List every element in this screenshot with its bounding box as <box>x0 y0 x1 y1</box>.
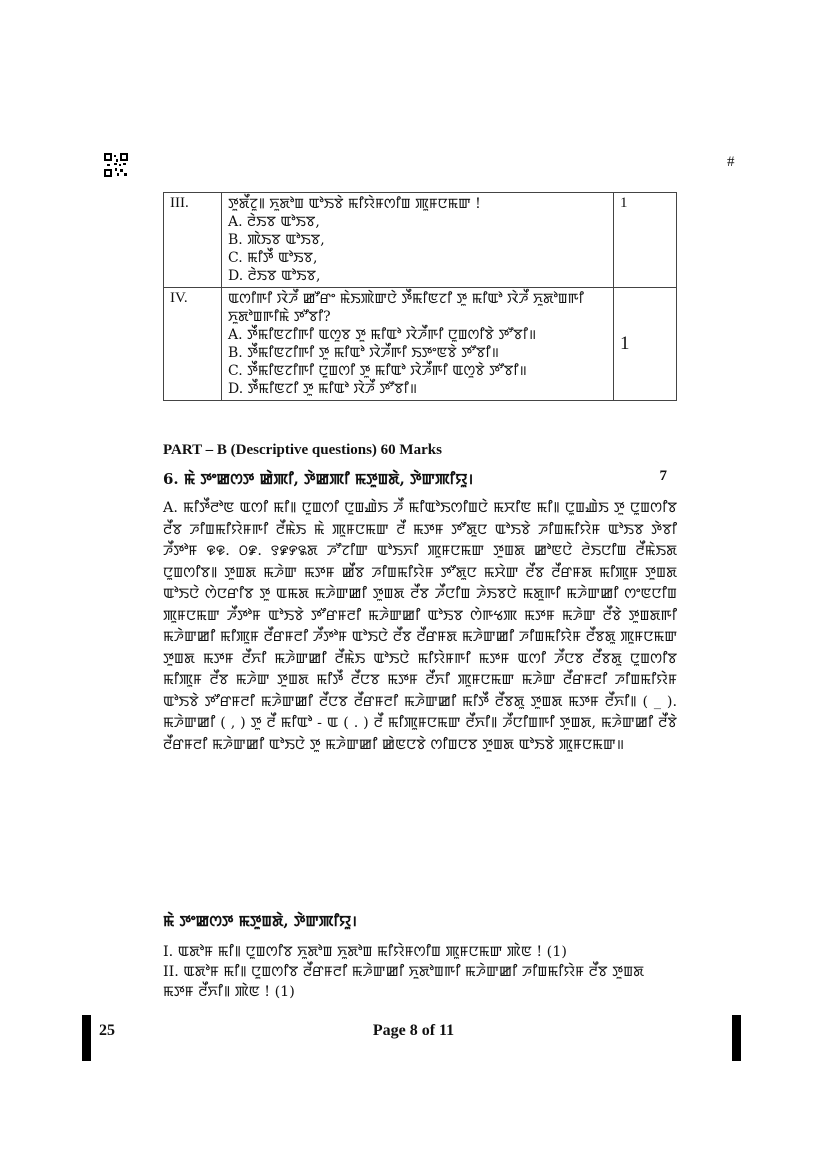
header-hash: # <box>727 154 735 170</box>
question-6 <box>163 468 677 489</box>
question-stem: ꯈꯨꯗꯣꯡꯒꯤꯃꯥ ꯇꯧꯕꯤ? <box>228 309 331 325</box>
reading-passage: A. ꯃꯤꯇꯩꯂꯣꯟ ꯑꯁꯤ ꯃꯤ꯫ ꯅꯨꯡꯁꯤ ꯅꯨꯡꯉꯥꯏ ꯍꯩ ꯃꯤꯑꯣꯏꯁꯤꯡꯅꯥ ꯃꯆꯤꯟ ꯃꯤ꯫ ꯅꯨꯡꯉꯥꯏ ꯇꯨ ꯅꯨꯡꯁꯤꯕ ꯂꯩꯕ ꯍꯤꯡꯃꯤꯌꯥꯝꯒꯤ ꯂꯩꯃꯥꯏ ꯃꯥ ꯄꯨꯝꯅꯃꯛ ꯂꯩ ꯃꯇꯝ ꯇꯧꯗꯨꯅ ꯑꯣꯏꯕꯥ ꯍꯤꯡꯃꯤꯌꯥꯝ ꯑꯣꯏꯕ ꯇꯥꯕꯤ ꯍꯩꯇꯣꯝ ꯶꯶. ꯰꯹. ꯱꯹꯸꯲ꯗ ꯍꯧꯖꯤꯛ ꯑꯣꯏꯈꯤ ꯄꯨꯝꯅꯃꯛ ꯇꯨꯡꯗ ꯀꯣꯟꯅꯥ ꯂꯥꯏꯅꯤꯡ ꯂꯩꯃꯥꯏꯗ ꯅꯨꯡꯁꯤꯕ꯫ ꯇꯨꯡꯗ ꯃꯍꯥꯛ ꯃꯇꯝ ꯀꯩꯕ ꯍꯤꯡꯃꯤꯌꯥꯝ ꯇꯧꯗꯨꯅ ꯃꯆꯥꯛ ꯂꯩꯕ ꯂꯩꯔꯝꯗ ꯃꯤꯄꯨꯝ ꯇꯨꯡꯗ ꯑꯣꯏꯅꯥ ꯁꯥꯅꯔꯤꯕ ꯇꯨ ꯑꯃꯗ ꯃꯍꯥꯛꯀꯤ ꯇꯨꯡꯗ ꯂꯩꯕ ꯍꯩꯅꯤꯡ ꯍꯥꯏꯕꯅꯥ ꯃꯗꯨꯒꯤ ꯃꯍꯥꯛꯀꯤ ꯁꯦꯟꯅꯤꯡ ꯄꯨꯝꯅꯃꯛ ꯍꯩꯇꯣꯝ ꯑꯣꯏꯕꯥ ꯇꯧꯔꯝꯂꯤ ꯃꯍꯥꯛꯀꯤ ꯑꯣꯏꯕ ꯁꯥꯒꯠꯄ ꯃꯇꯝ ꯃꯍꯥꯛ ꯂꯩꯕꯥ ꯇꯨꯡꯗꯒꯤ ꯃꯍꯥꯛꯀꯤ ꯃꯤꯄꯨꯝ ꯂꯩꯔꯝꯂꯤ ꯍꯩꯇꯣꯝ ꯑꯣꯏꯅꯥ ꯂꯩꯕ ꯂꯩꯔꯝꯗ ꯃꯍꯥꯛꯀꯤ ꯍꯤꯡꯃꯤꯌꯥꯝ ꯂꯩꯕꯗꯨ ꯄꯨꯝꯅꯃꯛ ꯇꯨꯡꯗ ꯃꯇꯝ ꯂꯩꯈꯤ ꯃꯍꯥꯛꯀꯤ ꯂꯩꯃꯥꯏ ꯑꯣꯏꯅꯥ ꯃꯤꯌꯥꯝꯒꯤ ꯃꯇꯝ ꯑꯁꯤ ꯍꯩꯅꯕ ꯂꯩꯕꯗꯨ ꯅꯨꯡꯁꯤꯕ ꯃꯤꯄꯨꯝ ꯂꯩꯕ ꯃꯍꯥꯛ ꯇꯨꯡꯗ ꯃꯤꯇꯩ ꯂꯩꯅꯕ ꯃꯇꯝ ꯂꯩꯈꯤ ꯄꯨꯝꯅꯃꯛ ꯃꯍꯥꯛ ꯂꯩꯔꯝꯂꯤ ꯍꯤꯡꯃꯤꯌꯥꯝ ꯑꯣꯏꯕꯥ ꯇꯧꯔꯝꯂꯤ ꯃꯍꯥꯛꯀꯤ ꯂꯩꯅꯕ ꯂꯩꯔꯝꯂꯤ ꯃꯍꯥꯛꯀꯤ ꯃꯤꯇꯩ ꯂꯩꯕꯗꯨ ꯇꯨꯡꯗ ꯃꯇꯝ ꯂꯩꯈꯤ꯫ ( _ ). ꯃꯍꯥꯛꯀꯤ ( , ) ꯇꯨ ꯂꯩ ꯃꯤꯑꯣ - ꯑ ( . ) ꯂꯩ ꯃꯤꯄꯨꯝꯅꯃꯛ ꯂꯩꯈꯤ꯫ ꯍꯩꯅꯤꯡꯒꯤ ꯇꯨꯡꯗ, ꯃꯍꯥꯛꯀꯤ ꯂꯩꯕꯥ ꯂꯩꯔꯝꯂꯤ ꯃꯍꯥꯛꯀꯤ ꯑꯣꯏꯅꯥ ꯇꯨ ꯃꯍꯥꯛꯀꯤ ꯀꯥꯟꯅꯕꯥ ꯁꯤꯡꯅꯕ ꯇꯨꯡꯗ ꯑꯣꯏꯕꯥ ꯄꯨꯝꯅꯃꯛ॥ <box>163 500 677 753</box>
questions-heading: ꯃꯥ ꯇꯦꯀꯁꯇ ꯃꯇꯨꯡꯗꯥ, ꯇꯥꯛꯄꯤꯌꯨ। <box>163 912 357 930</box>
question-content <box>222 193 614 288</box>
question-content <box>222 288 614 401</box>
qr-code-icon <box>104 153 128 177</box>
option-b: B. ꯄꯥꯏꯕ ꯑꯣꯏꯕ, <box>228 232 325 248</box>
question-number: IV. <box>164 288 222 401</box>
sub-question: I. ꯑꯗꯣꯝ ꯃꯤ꯫ ꯅꯨꯡꯁꯤꯕ ꯈꯨꯗꯣꯡ ꯈꯨꯗꯣꯡ ꯃꯤꯌꯥꯝꯁꯤꯡ ꯄꯨꯝꯅꯃꯛ ꯄꯥꯟ ! (1) <box>163 944 567 960</box>
mcq-table <box>163 192 677 401</box>
option-d: D. ꯂꯥꯏꯕ ꯑꯣꯏꯕ, <box>228 268 321 284</box>
question-text: 6. ꯃꯥ ꯇꯦꯀꯁꯇ ꯀꯥꯄꯤ, ꯇꯥꯀꯄꯤ ꯃꯇꯨꯡꯗꯥ, ꯇꯥꯛꯄꯤꯌꯨ। <box>163 470 474 488</box>
question-mark: 1 <box>614 288 677 401</box>
question-number: III. <box>164 193 222 288</box>
option-a: A. ꯂꯥꯏꯕ ꯑꯣꯏꯕ, <box>228 214 320 230</box>
page-number: 25 <box>99 1022 115 1039</box>
sub-question: II. ꯑꯗꯣꯝ ꯃꯤ꯫ ꯅꯨꯡꯁꯤꯕ ꯂꯩꯔꯝꯂꯤ ꯃꯍꯥꯛꯀꯤ ꯈꯨꯗꯣꯡꯒꯤ ꯃꯍꯥꯛꯀꯤ ꯍꯤꯡꯃꯤꯌꯥꯝ ꯂꯩꯕ ꯇꯨꯡꯗ ꯃꯇꯝ ꯂꯩꯈꯤ꯫ ꯄꯥꯟ ! (1) <box>163 964 645 1000</box>
table-row <box>164 193 677 288</box>
option-b: B. ꯇꯩꯃꯤꯟꯖꯤꯒꯤ ꯇꯨ ꯃꯤꯑꯣ ꯋꯥꯍꯩꯒꯤ ꯏꯇꯦꯟꯕꯥ ꯇꯧꯕꯤ॥ <box>228 345 500 361</box>
option-c: C. ꯇꯩꯃꯤꯟꯖꯤꯒꯤ ꯅꯨꯡꯁꯤ ꯇꯨ ꯃꯤꯑꯣ ꯋꯥꯍꯩꯒꯤ ꯑꯁꯨꯕꯥ ꯇꯧꯕꯤ॥ <box>228 363 527 379</box>
question-stem: ꯇꯨꯗꯩꯖꯨ꯫ ꯈꯨꯗꯣꯡ ꯑꯣꯏꯕꯥ ꯃꯤꯌꯥꯝꯁꯤꯡ ꯄꯨꯝꯅꯃꯛ ! <box>228 196 481 212</box>
sub-questions <box>163 942 677 1002</box>
option-d: D. ꯇꯩꯃꯤꯟꯖꯤ ꯇꯨ ꯃꯤꯑꯣ ꯋꯥꯍꯩ ꯇꯧꯕꯤ॥ <box>228 381 418 397</box>
question-mark: 1 <box>614 193 677 288</box>
question-stem: ꯑꯁꯤꯒꯤ ꯋꯥꯍꯩ ꯀꯧꯔꯦ ꯃꯥꯏꯄꯥꯛꯅꯥ ꯇꯩꯃꯤꯟꯖꯤ ꯇꯨ ꯃꯤꯑꯣ ꯋꯥꯍꯩ ꯈꯨꯗꯣꯡꯒꯤ <box>228 291 584 307</box>
page-of-label: Page 8 of 11 <box>372 1022 455 1039</box>
option-c: C. ꯃꯤꯇꯩ ꯑꯣꯏꯕ, <box>228 250 318 266</box>
part-heading: PART – B (Descriptive questions) 60 Marks <box>163 442 442 458</box>
question-marks: 7 <box>659 468 667 484</box>
option-a: A. ꯇꯩꯃꯤꯟꯖꯤꯒꯤ ꯑꯁꯨꯕ ꯇꯨ ꯃꯤꯑꯣ ꯋꯥꯍꯩꯒꯤ ꯅꯨꯡꯁꯤꯕꯥ ꯇꯧꯕꯤ॥ <box>228 327 537 343</box>
table-row <box>164 288 677 401</box>
